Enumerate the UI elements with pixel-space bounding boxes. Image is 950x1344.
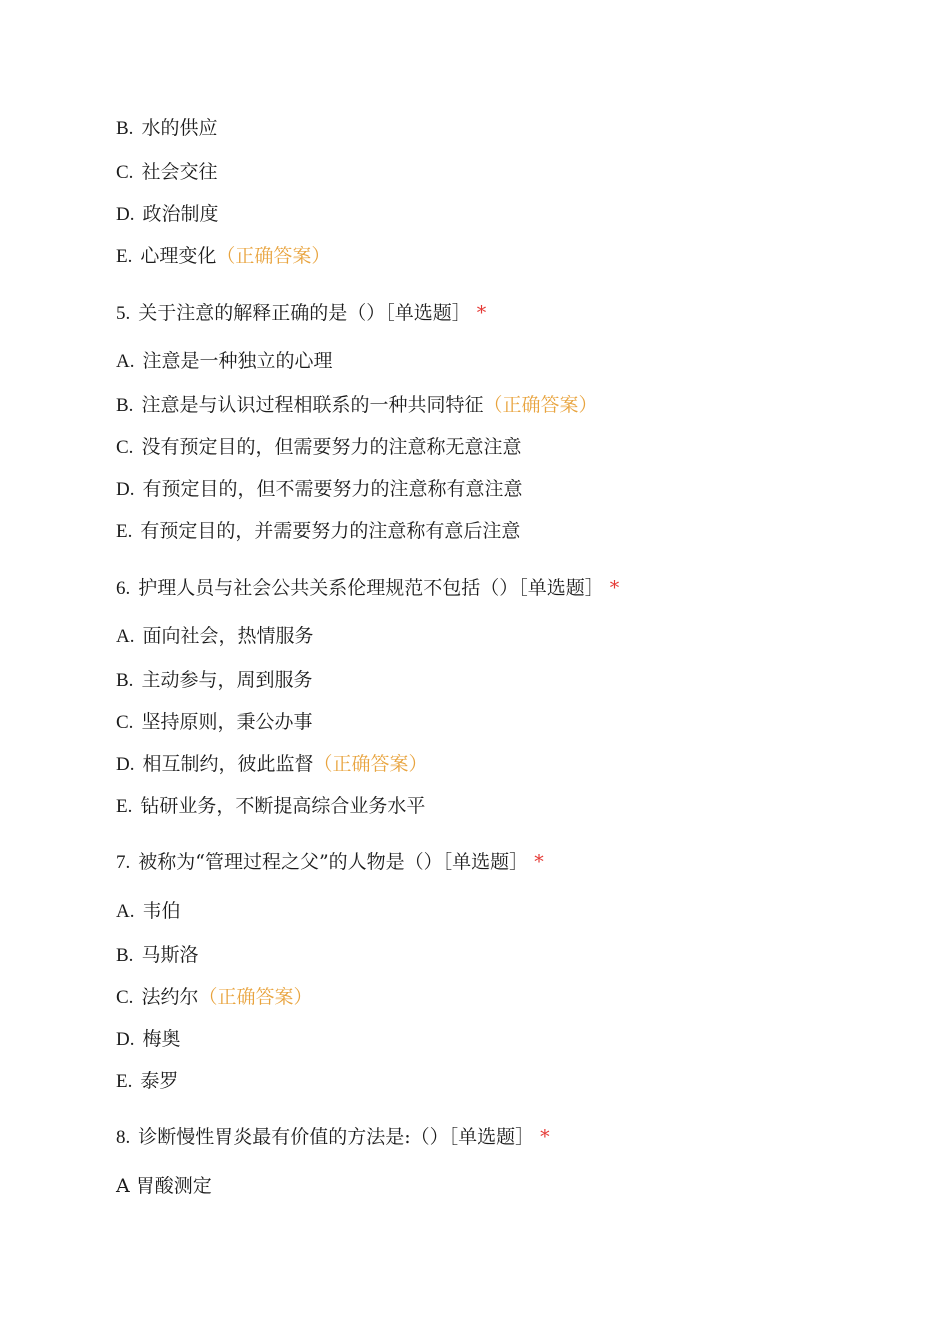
option-letter: A. <box>116 901 135 922</box>
option-letter: E. <box>116 246 133 267</box>
option-text: 水的供应 <box>141 117 218 139</box>
required-marker: * <box>476 302 487 324</box>
question-stem: 护理人员与社会公共关系伦理规范不包括（）［单选题］ <box>138 577 604 599</box>
required-marker: * <box>540 1126 550 1148</box>
option-text: 面向社会，热情服务 <box>142 625 314 647</box>
option-text: 政治制度 <box>142 203 219 225</box>
option-text: 心理变化 <box>140 245 217 267</box>
question-title <box>116 300 486 327</box>
option-text: 注意是与认识过程相联系的一种共同特征 <box>141 394 484 416</box>
question-stem: 关于注意的解释正确的是（）［单选题］ <box>138 302 471 324</box>
option-text: 梅奥 <box>142 1028 181 1050</box>
question-title <box>116 849 544 876</box>
option-letter: B. <box>116 118 134 139</box>
option-row[interactable] <box>116 518 520 545</box>
option-row[interactable] <box>116 348 333 375</box>
option-row[interactable] <box>116 1173 212 1199</box>
option-letter: B. <box>116 670 134 691</box>
option-letter: E. <box>116 521 133 542</box>
correct-answer-marker: （正确答案） <box>198 986 313 1008</box>
option-letter: C. <box>116 162 134 183</box>
option-text: 相互制约，彼此监督 <box>142 753 314 775</box>
question-title <box>116 575 619 602</box>
required-marker: * <box>534 851 544 873</box>
option-row[interactable] <box>116 942 198 969</box>
correct-answer-marker: （正确答案） <box>313 753 428 775</box>
option-row[interactable] <box>116 793 425 820</box>
required-marker: * <box>609 577 620 599</box>
question-number: 5. <box>116 303 131 324</box>
option-letter: B. <box>116 945 134 966</box>
option-row[interactable] <box>116 476 523 503</box>
option-row[interactable] <box>116 898 181 925</box>
option-row[interactable] <box>116 984 312 1011</box>
question-number: 8. <box>116 1127 131 1148</box>
question-stem: 被称为“管理过程之父”的人物是（）［单选题］ <box>138 851 529 873</box>
option-text: 法约尔 <box>141 986 199 1008</box>
option-letter: A. <box>116 626 135 647</box>
option-text: 坚持原则，秉公办事 <box>141 711 313 733</box>
question-number: 7. <box>116 852 131 873</box>
option-row[interactable] <box>116 434 521 461</box>
option-text: A 胃酸测定 <box>116 1175 212 1197</box>
option-row[interactable] <box>116 1068 178 1095</box>
option-row[interactable] <box>116 667 312 694</box>
option-letter: C. <box>116 712 134 733</box>
option-text: 社会交往 <box>141 161 218 183</box>
option-text: 有预定目的，但不需要努力的注意称有意注意 <box>142 478 523 500</box>
option-letter: D. <box>116 1029 135 1050</box>
option-row[interactable] <box>116 392 597 419</box>
option-letter: D. <box>116 479 135 500</box>
option-row[interactable] <box>116 1026 181 1053</box>
question-stem: 诊断慢性胃炎最有价值的方法是:（）［单选题］ <box>138 1126 535 1148</box>
option-letter: E. <box>116 796 133 817</box>
option-text: 泰罗 <box>140 1070 179 1092</box>
option-letter: E. <box>116 1071 133 1092</box>
option-row[interactable] <box>116 709 312 736</box>
option-text: 注意是一种独立的心理 <box>142 350 333 372</box>
option-letter: A. <box>116 351 135 372</box>
option-row[interactable] <box>116 623 314 650</box>
option-text: 韦伯 <box>142 900 181 922</box>
option-text: 没有预定目的，但需要努力的注意称无意注意 <box>141 436 522 458</box>
correct-answer-marker: （正确答案） <box>483 394 598 416</box>
option-text: 有预定目的，并需要努力的注意称有意后注意 <box>140 520 521 542</box>
option-letter: D. <box>116 754 135 775</box>
option-text: 马斯洛 <box>141 944 199 966</box>
option-text: 钻研业务，不断提高综合业务水平 <box>140 795 426 817</box>
question-number: 6. <box>116 578 131 599</box>
option-row[interactable] <box>116 159 217 186</box>
option-letter: C. <box>116 987 134 1008</box>
option-row[interactable] <box>116 201 219 228</box>
option-row[interactable] <box>116 115 217 142</box>
option-letter: C. <box>116 437 134 458</box>
option-text: 主动参与，周到服务 <box>141 669 313 691</box>
option-row[interactable] <box>116 751 428 778</box>
option-letter: D. <box>116 204 135 225</box>
option-row[interactable] <box>116 243 330 270</box>
question-title <box>116 1124 550 1151</box>
correct-answer-marker: （正确答案） <box>216 245 331 267</box>
option-letter: B. <box>116 395 134 416</box>
